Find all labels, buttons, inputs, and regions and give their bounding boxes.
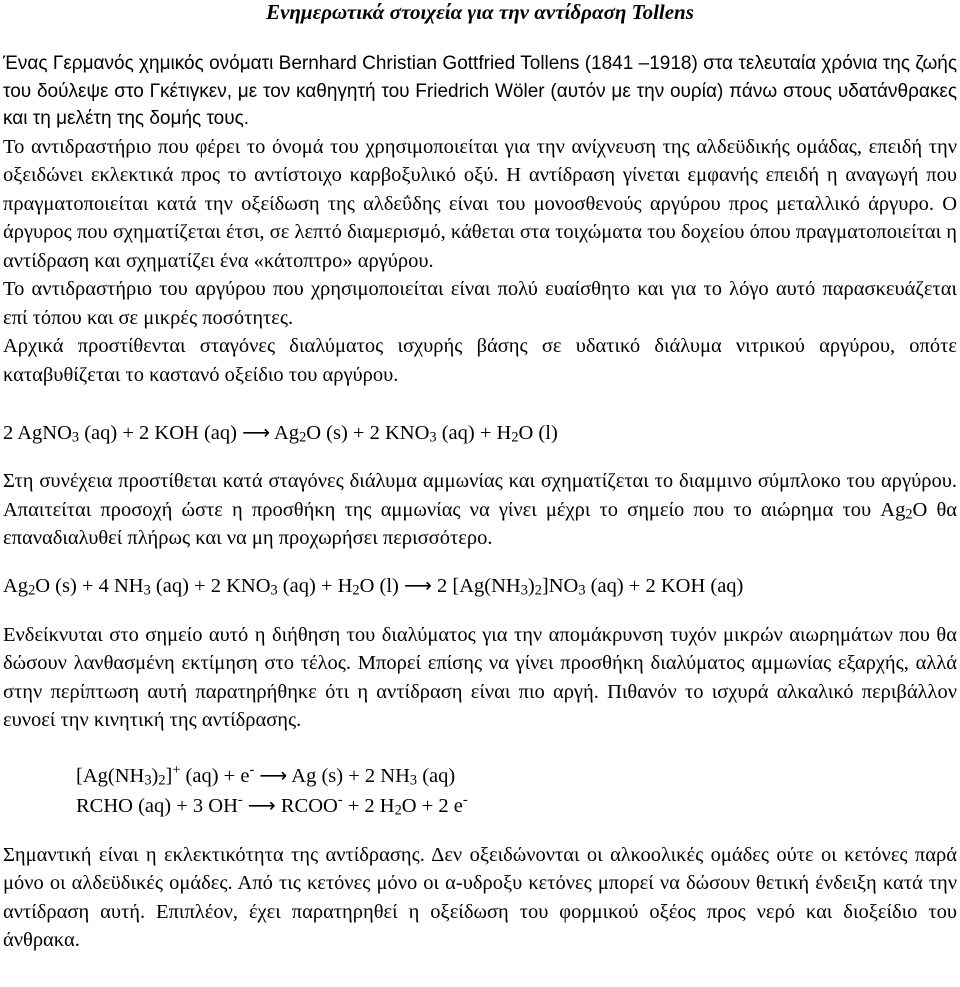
intro-paragraph-reagent: Το αντιδραστήριο που φέρει το όνομά του χρησιμοποιείται για την ανίχνευση της αλδεϋδικής ομάδας, επειδή την οξειδώνει εκλεκτικά προς το αντίστοιχο καρβοξυλικό οξύ.: [3, 135, 957, 186]
document-title: Ενημερωτικά στοιχεία για την αντίδραση Tollens: [266, 0, 694, 24]
equation-diammine-complex: $Ag_2O$ (s) + 4 $NH_3$ (aq) + 2 $KNO_3$ $(aq) + H_2O$ (l) ⟶ 2 $[Ag(NH_3)_2]NO_3$ (aq) + 2 KOH (aq): [3, 573, 744, 599]
paragraph-selectivity: Σημαντική είναι η εκλεκτικότητα της αντίδρασης. Δεν οξειδώνονται οι αλκοολικές ομάδες ούτε οι κετόνες παρά μόνο οι αλδεϋδικές ομάδες. Από τις κετόνες μόνο οι α-υδροξυ κετόνες μπορεί να δώσουν θετική ένδειξη κατά την αντίδραση αυτή. Επιπλέον, έχει παρατηρηθεί η οξείδωση του φορμικού οξέος προς νερό και διοξείδιο του άνθρακα.: [3, 843, 957, 951]
intro-section: [3, 50, 957, 133]
paragraph-preparation: Αρχικά προστίθενται σταγόνες διαλύματος ισχυρής βάσης σε υδατικό διάλυμα νιτρικού αργύρου, οπότε καταβυθίζεται το καστανό οξείδιο του αργύρου.: [3, 335, 957, 386]
paragraph-ammonia-section: [3, 467, 957, 553]
half-reaction-reduction: $[Ag(NH_3)_2]^+$ (aq) + e- ⟶ Ag (s) + 2 $NH_3$ (aq): [76, 761, 456, 789]
paragraph-selectivity-section: [3, 841, 957, 955]
reagent-section: [3, 133, 957, 390]
equation-silver-oxide: 2 AgNO$_3$ (aq) + 2 KOH (aq) ⟶ $Ag_2O$ (s) + 2 $KNO_3$ $(aq) + H_2O$ (l): [3, 421, 558, 446]
paragraph-sensitivity: Το αντιδραστήριο του αργύρου που χρησιμοποιείται είναι πολύ ευαίσθητο και για το λόγο αυτό παρασκευάζεται επί τόπου και σε μικρές ποσότητες.: [3, 278, 957, 329]
half-reaction-oxidation: RCHO (aq) + 3 OH- ⟶ RCOO- + 2 $H_2O + 2$ e-: [76, 791, 468, 819]
paragraph-reaction-visible: Η αντίδραση γίνεται εμφανής επειδή η αναγωγή που πραγματοποιείται κατά την οξείδωση της αλδεΰδης είναι του μονοσθενούς αργύρου προς μεταλλικό άργυρο. Ο άργυρος που σχηματίζεται έτσι, σε λεπτό διαμερισμό, κάθεται στα τοιχώματα του δοχείου όπου πραγματοποιείται η αντίδραση και σχηματίζει ένα «κάτοπτρο» αργύρου.: [3, 164, 957, 272]
paragraph-ammonia: Στη συνέχεια προστίθεται κατά σταγόνες διάλυμα αμμωνίας και σχηματίζεται το διαμμινο σύμπλοκο του αργύρου. Απαιτείται προσοχή ώστε η προσθήκη της αμμωνίας να γίνει μέχρι το σημείο που το αιώρημα του $Ag_2O$ θα επαναδιαλυθεί πλήρως και να μη προχωρήσει περισσότερο.: [3, 470, 958, 549]
paragraph-filtration-section: [3, 621, 957, 735]
paragraph-reagent: [3, 133, 957, 276]
half-reactions: [3, 761, 957, 821]
intro-paragraph-history: Ένας Γερμανός χημικός ονόματι Bernhard Christian Gottfried Tollens (1841 –1918) στα τελευταία χρόνια της ζωής του δούλεψε στο Γκέτιγκεν, με τον καθηγητή του Friedrich Wöler (αυτόν με την ουρία) πάνω στους υδατάνθρακες και τη μελέτη της δομής τους.: [3, 53, 957, 129]
paragraph-filtration: Ενδείκνυται στο σημείο αυτό η διήθηση του διαλύματος για την απομάκρυνση τυχόν μικρών αιωρημάτων που θα δώσουν λανθασμένη εκτίμηση στο τέλος. Μπορεί επίσης να γίνει προσθήκη διαλύματος αμμωνίας εξαρχής, αλλά στην περίπτωση αυτή παρατηρήθηκε ότι η αντίδραση είναι πιο αργή. Πιθανόν το ισχυρά αλκαλικό περιβάλλον ευνοεί την κινητική της αντίδρασης.: [3, 623, 957, 731]
